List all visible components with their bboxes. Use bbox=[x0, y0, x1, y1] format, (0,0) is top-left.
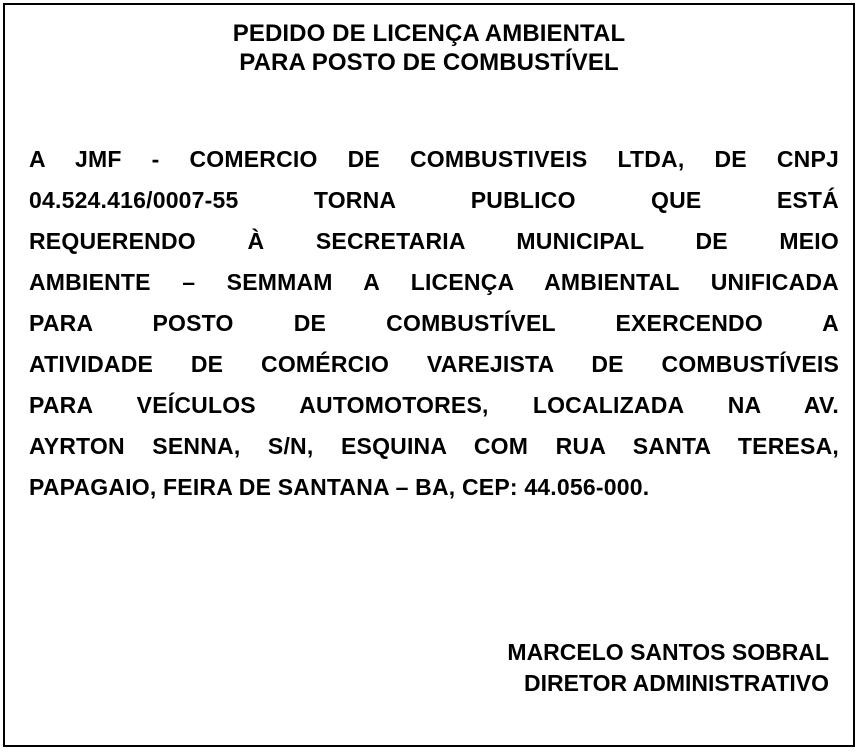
notice-title bbox=[5, 19, 853, 77]
body-line: REQUERENDO À SECRETARIA MUNICIPAL DE MEIO bbox=[29, 228, 839, 254]
notice-frame bbox=[3, 3, 855, 747]
signatory-role: DIRETOR ADMINISTRATIVO bbox=[524, 670, 829, 696]
body-line: PARA VEÍCULOS AUTOMOTORES, LOCALIZADA NA AV. bbox=[29, 392, 839, 418]
body-line: AYRTON SENNA, S/N, ESQUINA COM RUA SANTA TERESA, bbox=[29, 433, 839, 459]
notice-body bbox=[29, 139, 839, 508]
title-line-2: PARA POSTO DE COMBUSTÍVEL bbox=[239, 49, 619, 76]
body-line: ATIVIDADE DE COMÉRCIO VAREJISTA DE COMBUSTÍVEIS bbox=[29, 351, 839, 377]
body-line: AMBIENTE – SEMMAM A LICENÇA AMBIENTAL UNIFICADA bbox=[29, 269, 839, 295]
body-line: PARA POSTO DE COMBUSTÍVEL EXERCENDO A bbox=[29, 310, 839, 336]
signature-block bbox=[507, 637, 829, 699]
title-line-1: PEDIDO DE LICENÇA AMBIENTAL bbox=[232, 20, 626, 47]
body-line: PAPAGAIO, FEIRA DE SANTANA – BA, CEP: 44.056-000. bbox=[29, 474, 650, 500]
signatory-name: MARCELO SANTOS SOBRAL bbox=[507, 639, 829, 665]
body-line: 04.524.416/0007-55 TORNA PUBLICO QUE ESTÁ bbox=[29, 187, 839, 213]
body-line: A JMF - COMERCIO DE COMBUSTIVEIS LTDA, DE CNPJ bbox=[29, 146, 839, 172]
